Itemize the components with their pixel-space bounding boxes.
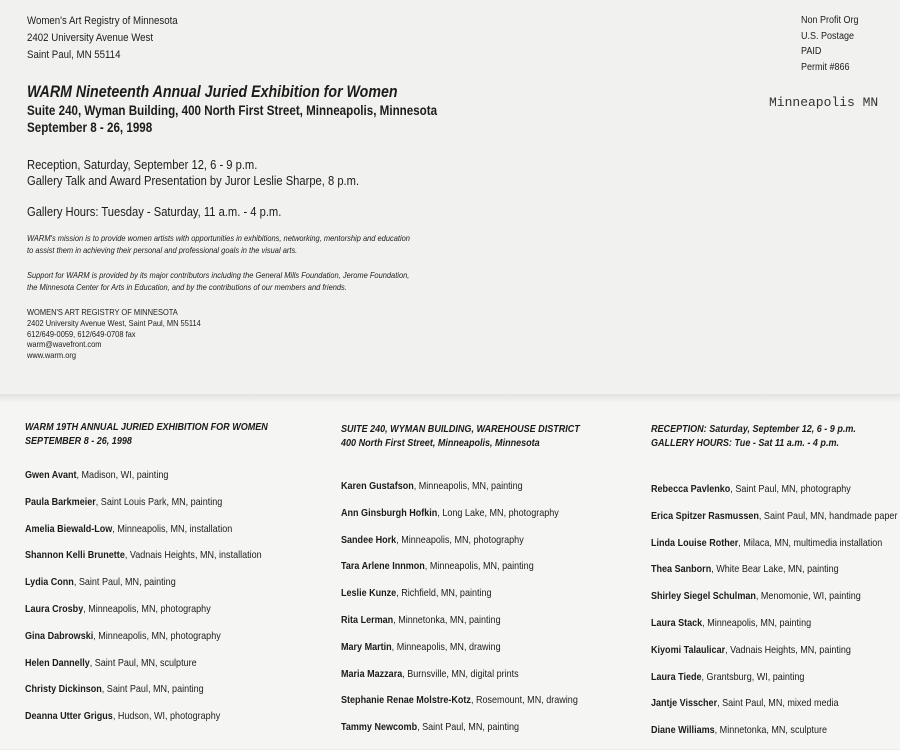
list-item (341, 559, 578, 586)
event-details (27, 157, 359, 220)
list-item (651, 723, 897, 750)
artist-info: , Long Lake, MN, photography (437, 506, 559, 519)
support-statement (27, 270, 409, 293)
artist-info: , Saint Paul, MN, handmade paper (758, 509, 898, 522)
artist-info: , Minnetonka, MN, painting (393, 613, 501, 626)
artist-info: , Minneapolis, MN, painting (413, 480, 523, 492)
artist-info: , Menomonie, WI, painting (755, 590, 861, 603)
artist-info: , Grantsburg, WI, painting (701, 670, 805, 683)
artist-info: , Minneapolis, MN, painting (424, 560, 534, 573)
reception-text: Reception, Saturday, September 12, 6 - 9 p.m. (27, 157, 258, 172)
artist-name: Deanna Utter Grigus (25, 710, 113, 723)
list-item (25, 602, 262, 629)
artist-name: Gina Dabrowski (25, 629, 94, 642)
list-item (341, 533, 578, 560)
artist-name: Maria Mazzara (341, 667, 403, 680)
list-item (25, 548, 262, 575)
list-item (651, 509, 897, 536)
postage-line: Permit #866 (801, 61, 850, 73)
artist-info: , Minneapolis, MN, photography (396, 533, 524, 546)
column-heading-line: WARM 19TH ANNUAL JURIED EXHIBITION FOR WOMEN (25, 421, 268, 433)
artist-info: , Burnsville, MN, digital prints (402, 667, 519, 680)
artist-name: Christy Dickinson (25, 683, 102, 696)
artist-name: Tara Arlene Innmon (341, 560, 425, 573)
event-dates: September 8 - 26, 1998 (27, 120, 153, 135)
list-item (341, 586, 578, 613)
event-title: WARM Nineteenth Annual Juried Exhibition for Women (27, 83, 398, 101)
support-line: the Minnesota Center for Arts in Education, and by the contributions of our members and friends. (27, 281, 347, 292)
list-item (341, 506, 578, 533)
list-item (25, 656, 262, 683)
artist-name: Leslie Kunze (341, 587, 397, 600)
artist-info: , Hudson, WI, photography (112, 710, 221, 723)
artist-name: Karen Gustafson (341, 480, 414, 492)
artist-name: Laura Tiede (651, 670, 702, 683)
return-address-line: Saint Paul, MN 55114 (27, 49, 121, 61)
contact-org: WOMEN'S ART REGISTRY OF MINNESOTA (27, 307, 178, 317)
artist-info: , Saint Paul, MN, painting (73, 576, 176, 589)
artist-name: Jantje Visscher (651, 697, 718, 710)
contact-address: 2402 University Avenue West, Saint Paul, MN 55114 (27, 317, 201, 328)
card-fold (0, 394, 900, 402)
contact-website: www.warm.org (27, 350, 77, 361)
artist-name: Diane Williams (651, 724, 715, 737)
artist-name: Thea Sanborn (651, 563, 712, 576)
list-item (25, 682, 262, 709)
artist-list (651, 482, 897, 750)
column-heading (25, 420, 268, 448)
event-heading (27, 82, 437, 136)
artist-name: Laura Crosby (25, 602, 84, 615)
artist-name: Stephanie Renae Molstre-Kotz (341, 694, 471, 707)
artist-name: Rebecca Pavlenko (651, 483, 731, 495)
column-heading-line: 400 North First Street, Minneapolis, Minnesota (341, 437, 540, 449)
artist-info: , Minnetonka, MN, sculpture (714, 724, 828, 737)
artist-info: , Minneapolis, MN, photography (83, 602, 211, 615)
list-item (341, 640, 578, 667)
column-heading-line: RECEPTION: Saturday, September 12, 6 - 9 p.m. (651, 423, 856, 435)
artist-info: , Milaca, MN, multimedia installation (738, 536, 883, 549)
column-heading (651, 422, 856, 450)
postage-line: PAID (801, 46, 822, 57)
list-item (25, 629, 262, 656)
artist-info: , Vadnais Heights, MN, painting (725, 643, 851, 656)
artist-info: , Minneapolis, MN, photography (93, 629, 221, 642)
artist-name: Mary Martin (341, 640, 392, 653)
artist-name: Tammy Newcomb (341, 721, 418, 734)
list-item (651, 562, 897, 589)
list-item (651, 616, 897, 643)
postage-indicia (801, 13, 859, 75)
artist-info: , Minneapolis, MN, painting (702, 616, 812, 629)
artist-info: , Saint Paul, MN, photography (730, 483, 851, 495)
list-item (651, 670, 897, 697)
list-item (341, 667, 578, 694)
artist-info: , Saint Paul, MN, sculpture (89, 656, 197, 669)
column-heading-line: GALLERY HOURS: Tue - Sat 11 a.m. - 4 p.m. (651, 437, 840, 449)
artist-name: Helen Dannelly (25, 656, 90, 669)
list-item (651, 696, 897, 723)
return-address-line: Women's Art Registry of Minnesota (27, 15, 178, 27)
list-item (25, 522, 262, 549)
artist-list-card (0, 402, 900, 749)
artist-info: , Rosemount, MN, drawing (470, 694, 578, 707)
list-item (651, 536, 897, 563)
artist-list (25, 468, 262, 736)
contact-phone: 612/649-0059, 612/649-0708 fax (27, 328, 136, 339)
list-item (25, 575, 262, 602)
artist-name: Paula Barkmeier (25, 495, 96, 508)
artist-info: , Saint Paul, MN, painting (101, 683, 204, 696)
list-item (341, 693, 578, 720)
artist-info: , Minneapolis, MN, drawing (391, 640, 501, 653)
column-heading-line: SEPTEMBER 8 - 26, 1998 (25, 435, 132, 447)
artist-name: Gwen Avant (25, 469, 77, 481)
return-address-line: 2402 University Avenue West (27, 32, 154, 44)
artist-info: , Saint Paul, MN, mixed media (717, 697, 839, 710)
list-item (341, 720, 578, 747)
artist-name: Amelia Biewald-Low (25, 522, 113, 535)
artist-name: Kiyomi Talaulicar (651, 643, 726, 656)
postage-line: Non Profit Org (801, 15, 859, 26)
artist-name: Shirley Siegel Schulman (651, 590, 756, 603)
list-item (25, 709, 262, 736)
list-item (651, 643, 897, 670)
artist-info: , Saint Paul, MN, painting (417, 721, 520, 734)
mission-line: WARM's mission is to provide women artists with opportunities in exhibitions, networking, mentorship and education (27, 233, 410, 243)
typed-address-city: Minneapolis MN (769, 95, 879, 110)
artist-info: , Vadnais Heights, MN, installation (124, 549, 262, 562)
artist-name: Shannon Kelli Brunette (25, 549, 125, 562)
artist-name: Sandee Hork (341, 533, 397, 546)
gallery-hours-text: Gallery Hours: Tuesday - Saturday, 11 a.m. - 4 p.m. (27, 204, 282, 219)
artist-info: , Minneapolis, MN, installation (112, 522, 233, 535)
artist-name: Linda Louise Rother (651, 536, 739, 549)
postage-line: U.S. Postage (801, 30, 855, 42)
contact-block (27, 307, 201, 361)
list-item (651, 482, 897, 509)
list-item (341, 613, 578, 640)
artist-info: , Richfield, MN, painting (396, 587, 492, 600)
artist-name: Lydia Conn (25, 576, 74, 589)
artist-name: Laura Stack (651, 616, 703, 629)
artist-name: Ann Ginsburgh Hofkin (341, 506, 438, 519)
list-item (651, 589, 897, 616)
list-item (25, 468, 262, 495)
mission-line: to assist them in achieving their personal and professional goals in the visual arts. (27, 244, 298, 255)
column-heading (341, 422, 580, 450)
list-item (341, 479, 578, 506)
gallery-talk-text: Gallery Talk and Award Presentation by Juror Leslie Sharpe, 8 p.m. (27, 173, 360, 188)
support-line: Support for WARM is provided by its major contributors including the General Mills Foundation, Jerome Foundation, (27, 270, 410, 280)
artist-list (341, 479, 578, 747)
event-location: Suite 240, Wyman Building, 400 North First Street, Minneapolis, Minnesota (27, 103, 438, 118)
return-address (27, 13, 178, 64)
artist-name: Erica Spitzer Rasmussen (651, 509, 759, 522)
artist-info: , Madison, WI, painting (76, 469, 169, 481)
artist-name: Rita Lerman (341, 613, 394, 626)
artist-info: , White Bear Lake, MN, painting (711, 563, 839, 576)
column-heading-line: SUITE 240, WYMAN BUILDING, WAREHOUSE DISTRICT (341, 423, 580, 435)
artist-info: , Saint Louis Park, MN, painting (95, 495, 223, 508)
contact-email: warm@wavefront.com (27, 339, 102, 350)
mission-statement (27, 233, 410, 256)
list-item (25, 495, 262, 522)
